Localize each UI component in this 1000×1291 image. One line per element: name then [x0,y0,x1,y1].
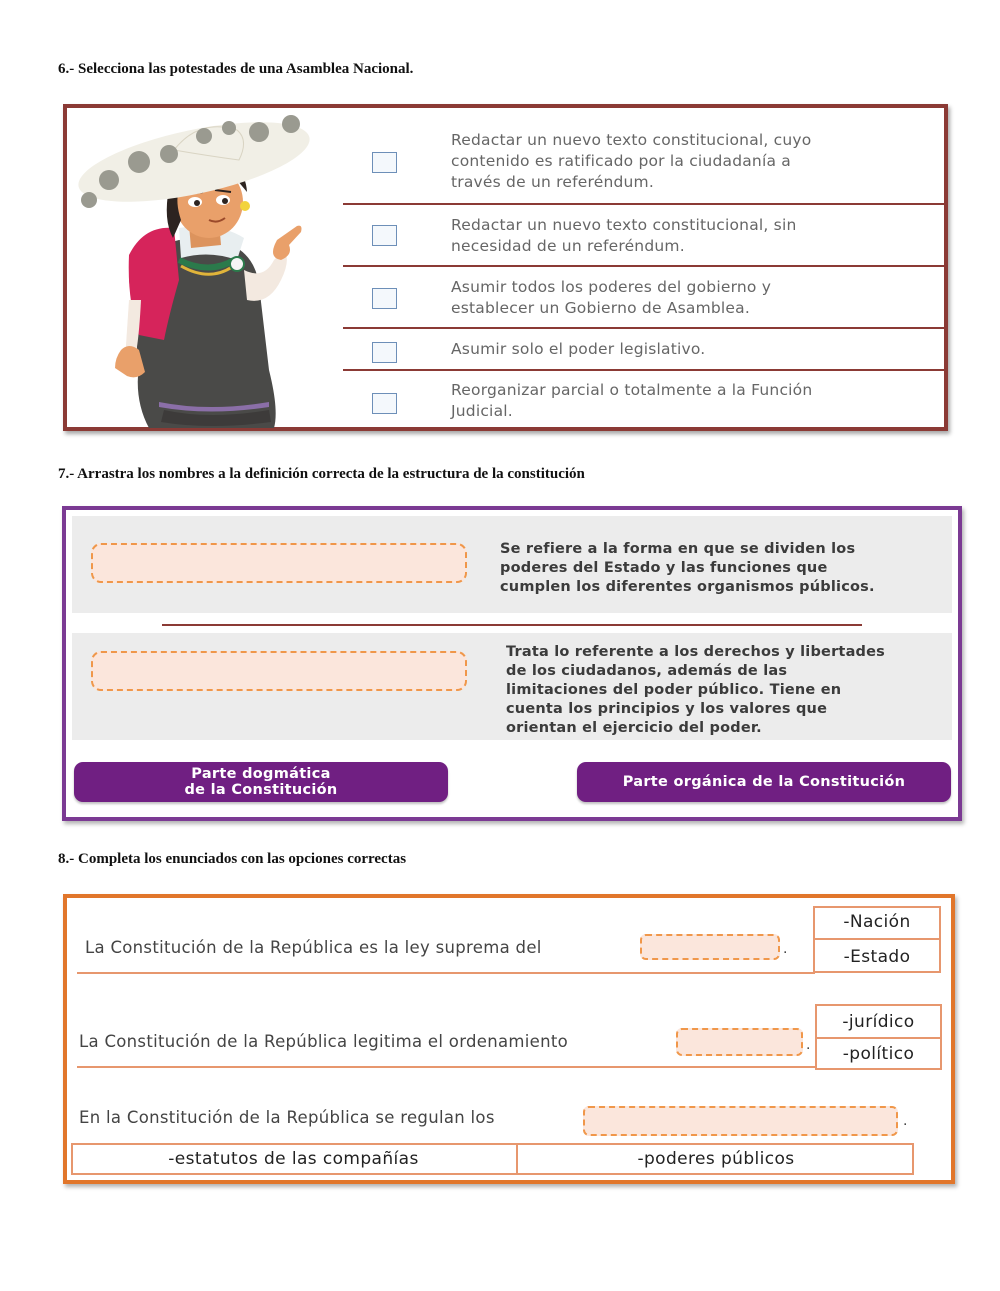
q7-divider [162,624,862,626]
q6-option-row [343,205,944,267]
q8-sentence-end: . [806,1036,811,1053]
q8-option-estatutos[interactable]: -estatutos de las compañías [168,1149,419,1169]
q8-heading: 8.- Completa los enunciados con las opciones correctas [58,851,407,867]
q8-row-divider [77,1066,817,1068]
q8-blank-2[interactable] [676,1028,803,1056]
q6-option-text: Asumir solo el poder legislativo. [451,340,706,358]
q6-heading: 6.- Selecciona las potestades de una Asamblea Nacional. [58,61,414,77]
drag-parte-organica[interactable]: Parte orgánica de la Constitución [577,762,951,802]
q8-sentence-3: En la Constitución de la República se regulan los [79,1108,495,1127]
q8-option-juridico[interactable]: -jurídico [842,1012,915,1032]
q8-sentence-end: . [783,940,788,957]
q6-checkbox-4[interactable] [372,342,397,363]
q8-sentence-1: La Constitución de la República es la ley suprema del [85,938,542,957]
q8-blank-3[interactable] [583,1106,898,1136]
q6-option-text: Asumir todos los poderes del gobierno y establecer un Gobierno de Asamblea. [451,278,772,317]
q7-drop-zone-1[interactable] [91,543,467,583]
q8-sentence-end: . [903,1112,908,1129]
q6-option-row [343,267,944,329]
q6-checkbox-2[interactable] [372,225,397,246]
q6-option-text: Reorganizar parcial o totalmente a la Función Judicial. [451,381,813,420]
q7-definition-1: Se refiere a la forma en que se dividen los poderes del Estado y las funciones que cumplen los diferentes organismos públicos. [500,541,875,595]
q8-blank-1[interactable] [640,934,780,960]
q6-checkbox-1[interactable] [372,152,397,173]
q6-checkbox-5[interactable] [372,393,397,414]
q7-heading: 7.- Arrastra los nombres a la definición correcta de la estructura de la constitución [58,466,585,482]
q7-definition-2: Trata lo referente a los derechos y libertades de los ciudadanos, además de las limitaciones del poder público. Tiene en cuenta los principios y los valores que orientan el ejercicio del poder. [506,644,885,736]
q8-option-nacion[interactable]: -Nación [843,912,911,932]
q8-sentence-2: La Constitución de la República legitima el ordenamiento [79,1032,569,1051]
q6-option-text: Redactar un nuevo texto constitucional, sin necesidad de un referéndum. [451,216,797,255]
q7-panel [62,506,962,821]
q7-drop-zone-2[interactable] [91,651,467,691]
q8-option-estado[interactable]: -Estado [843,946,911,967]
q8-option-poderes-publicos[interactable]: -poderes públicos [637,1149,795,1169]
q8-row-divider [77,972,815,974]
q6-option-row [343,329,944,371]
q6-option-text: Redactar un nuevo texto constitucional, cuyo contenido es ratificado por la ciudadanía a través de un referéndum. [451,131,812,191]
q6-checkbox-3[interactable] [372,288,397,309]
q8-panel [63,894,955,1184]
q6-option-row [343,371,944,429]
q8-option-politico[interactable]: -político [842,1044,915,1064]
q6-panel [63,104,948,431]
woman-character-illustration [69,110,319,428]
q6-option-row [343,108,944,205]
drag-parte-dogmatica[interactable]: Parte dogmática de la Constitución [74,762,448,802]
